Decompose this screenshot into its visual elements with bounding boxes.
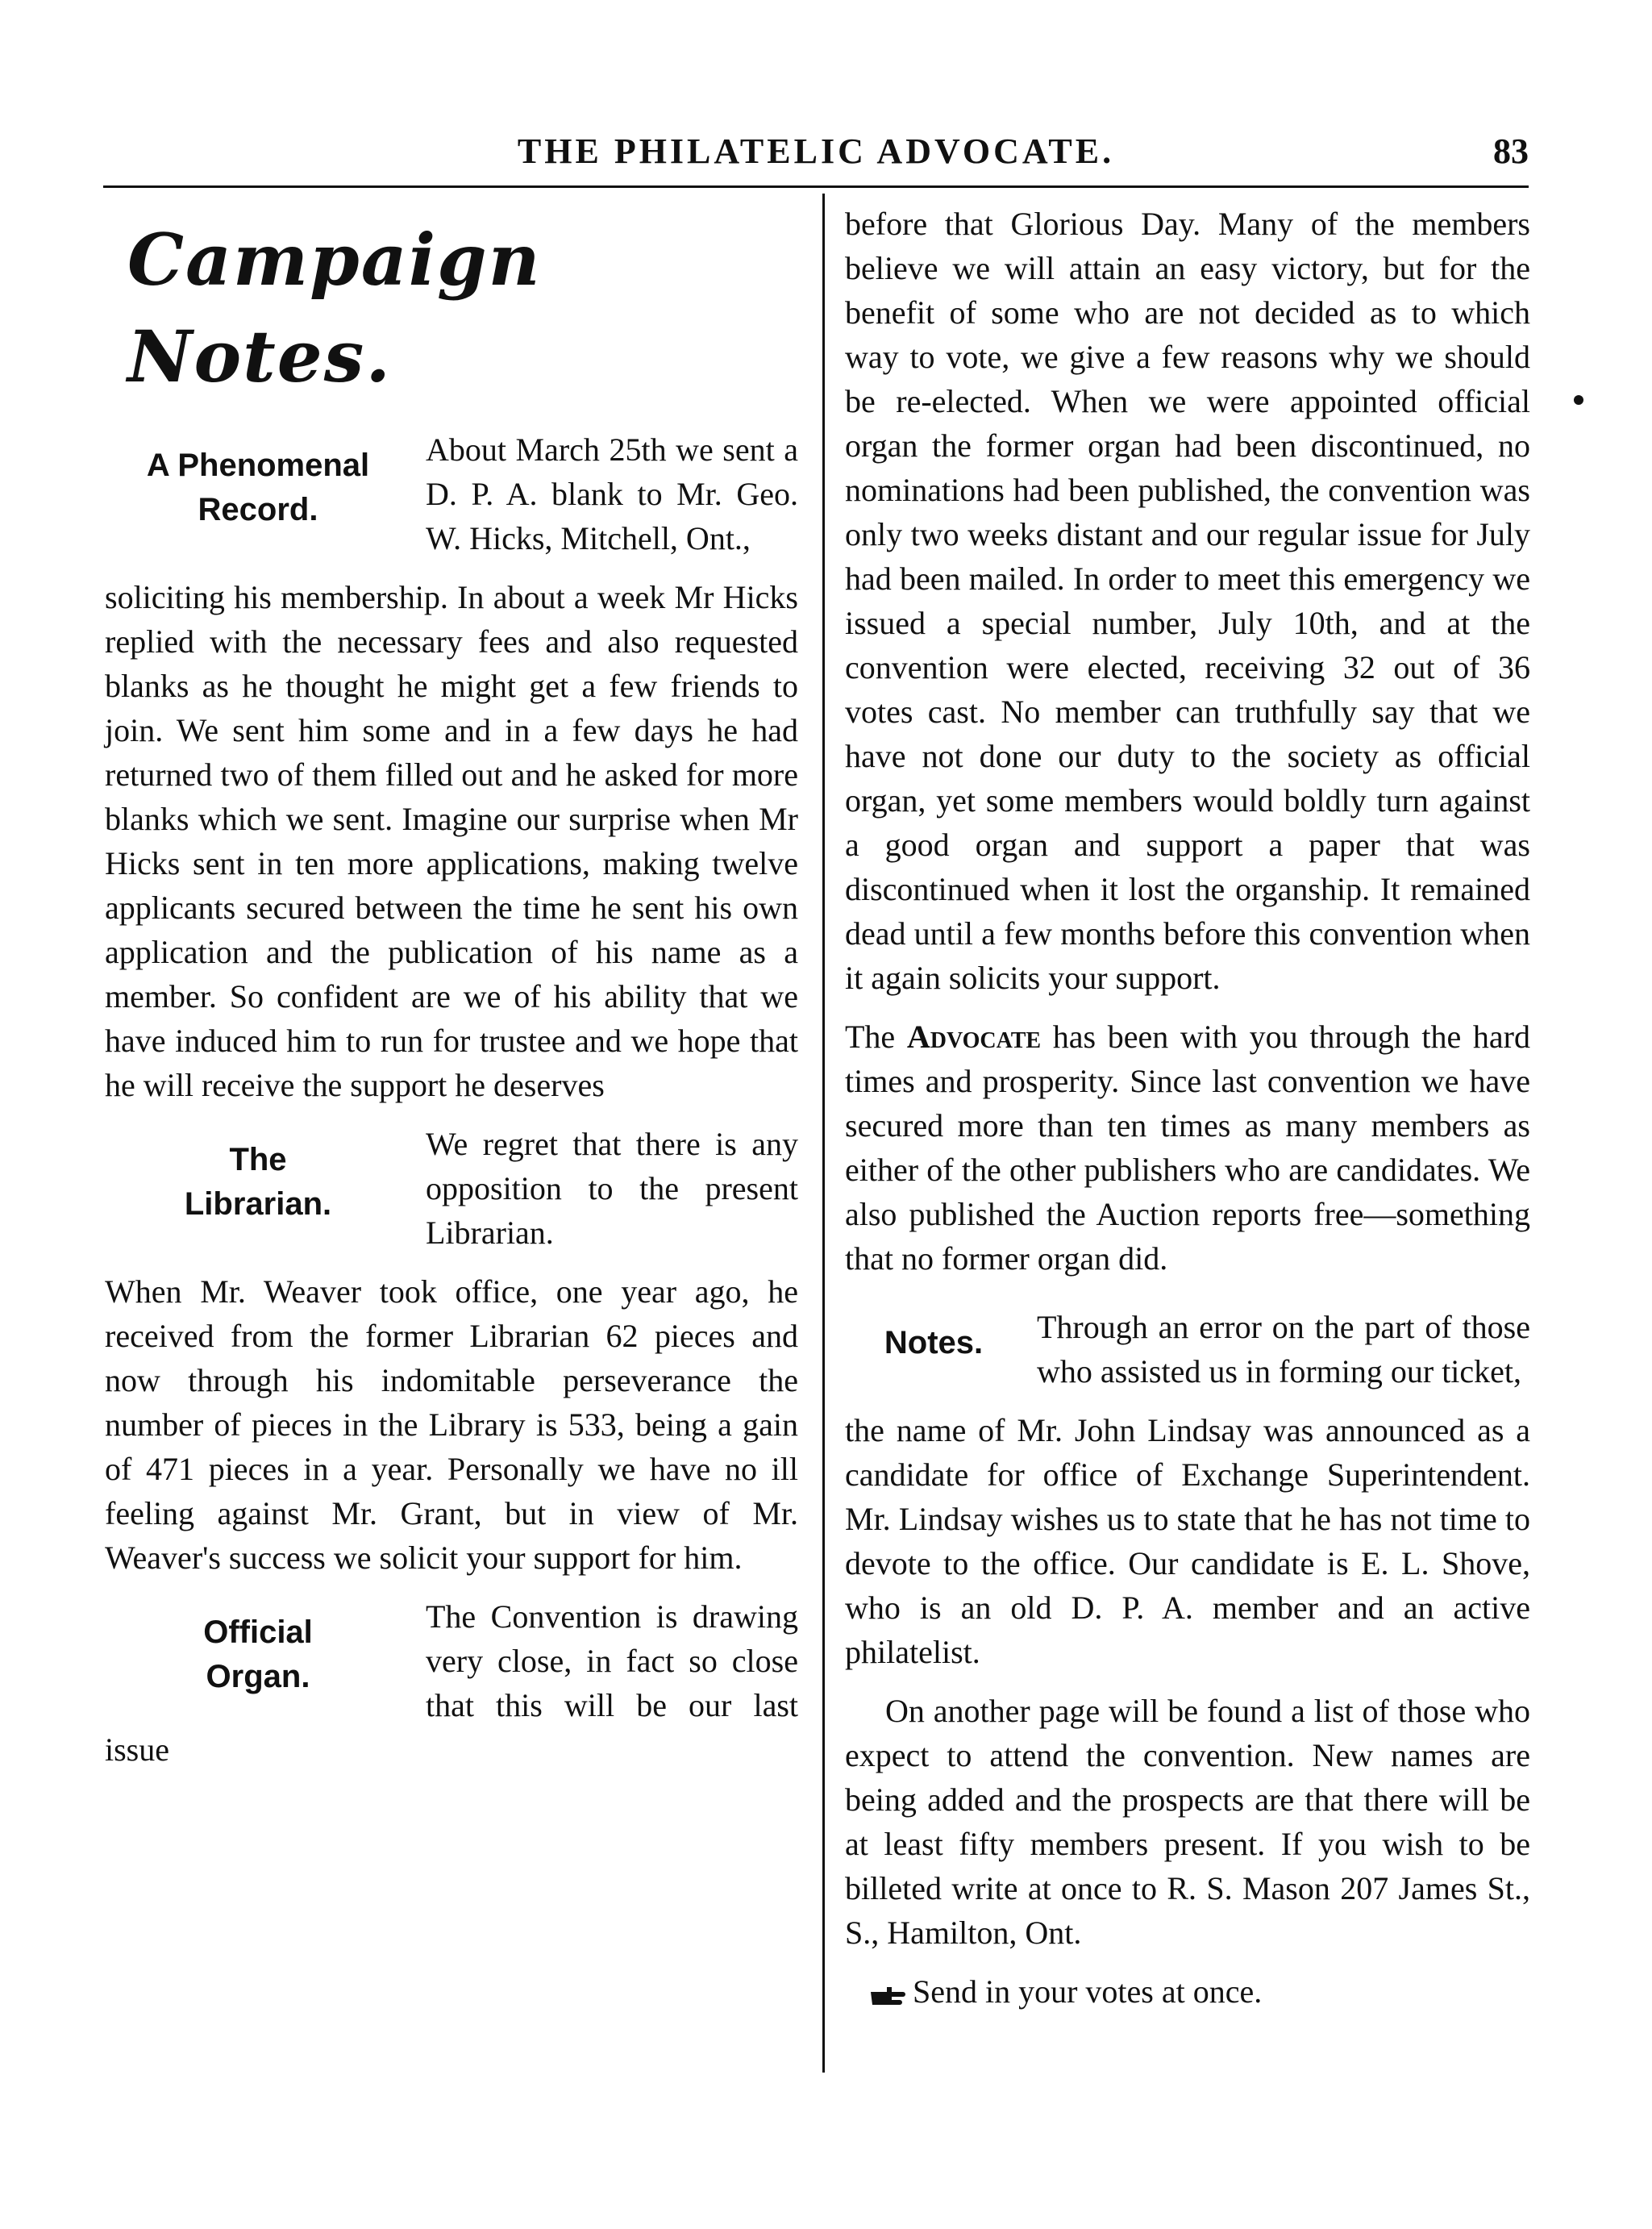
side-head-notes: Notes. [884,1325,984,1360]
article-convention-list: On another page will be found a list of those who expect to attend the convention. New names are being added and the prospects are that there will be at least fifty members present. If you wish to be billeted write at once to R. S. Mason 207 James St., S., Hamilton, Ont. [845,1693,1530,1951]
article-body: before that Glorious Day. Many of the members believe we will attain an easy victory, but for the benefit of some who are not decided as to which way to vote, we give a few reasons why we should be re-elected. When we were appointed official organ the former organ had been discontinued, no nominations had been published, the convention was only two weeks distant and our regular issue for July had been mailed. In order to meet this emergency we issued a special number, July 10th, and at the convention were elected, receiving 32 out of 36 votes cast. No member can truthfully say that we have not done our duty to the society as official organ, yet some members would boldly turn against a good organ and support a paper that was discontinued when it lost the organship. It remained dead until a few months before this convention when it again solicits your support. [845,206,1530,996]
article-intro: Through an error on the part of those who assisted us in forming our ticket, [1037,1309,1530,1389]
left-column [105,202,798,1786]
page-number: 83 [1493,131,1529,171]
article-intro: We regret that there is any opposition to the present Librarian. [426,1126,798,1251]
article-body: When Mr. Weaver took office, one year ago, he received from the former Librarian 62 pieces and now through his indomitable perseverance the number of pieces in the Library is 533, being a gain of 471 pieces in a year. Personally we have no ill feeling against Mr. Grant, but in view of Mr. Weaver's success we solicit your support for him. [105,1273,798,1576]
side-head-librarian: The Librarian. [184,1142,332,1222]
margin-dot [1574,395,1583,405]
page-header [103,131,1529,179]
article-body-continued: The Advocate has been with you through the hard times and prosperity. Since last convention we have secured more than ten times as many members as either of the other publishers who are candidates. We also published the Auction reports free—something that no former organ did. [845,1019,1530,1277]
article-librarian [105,1122,798,1580]
article-intro: About March 25th we sent a D. P. A. blank to Mr. Geo. W. Hicks, Mitchell, Ont., [426,431,798,556]
side-head-phenomenal-record: A Phenomenal Record. [146,448,370,527]
pointing-hand-icon [869,1984,906,2006]
closing-line: Send in your votes at once. [845,1969,1530,2014]
article-notes [845,1305,1530,1674]
article-body: the name of Mr. John Lindsay was announced as a candidate for office of Exchange Superintendent. Mr. Lindsay wishes us to state that he has not time to devote to the office. Our candidate is E. L. Shove, who is an old D. P. A. member and an active philatelist. [845,1412,1530,1670]
journal-title: THE PHILATELIC ADVOCATE. [517,131,1115,171]
side-head-official-organ: Official Organ. [203,1614,313,1694]
article-official-organ [105,1594,798,1772]
section-title: Campaign Notes. [127,218,542,398]
right-column [845,202,1530,2028]
header-rule [103,185,1529,188]
article-phenomenal-record [105,427,798,1107]
article-intro: The Convention is drawing very close, in fact so close that this will be our last issue [105,1598,798,1768]
advocate-name: Advocate [906,1019,1042,1055]
article-body: soliciting his membership. In about a week Mr Hicks replied with the necessary fees and also requested blanks as he thought he might get a few friends to join. We sent him some and in a few days he had returned two of them filled out and he asked for more blanks which we sent. Imagine our surprise when Mr Hicks sent in ten more applications, making twelve applicants secured between the time he sent his own application and the publication of his name as a member. So confident are we of his ability that we have induced him to run for trustee and we hope that he will receive the support he deserves [105,579,798,1103]
column-divider [822,194,825,2073]
